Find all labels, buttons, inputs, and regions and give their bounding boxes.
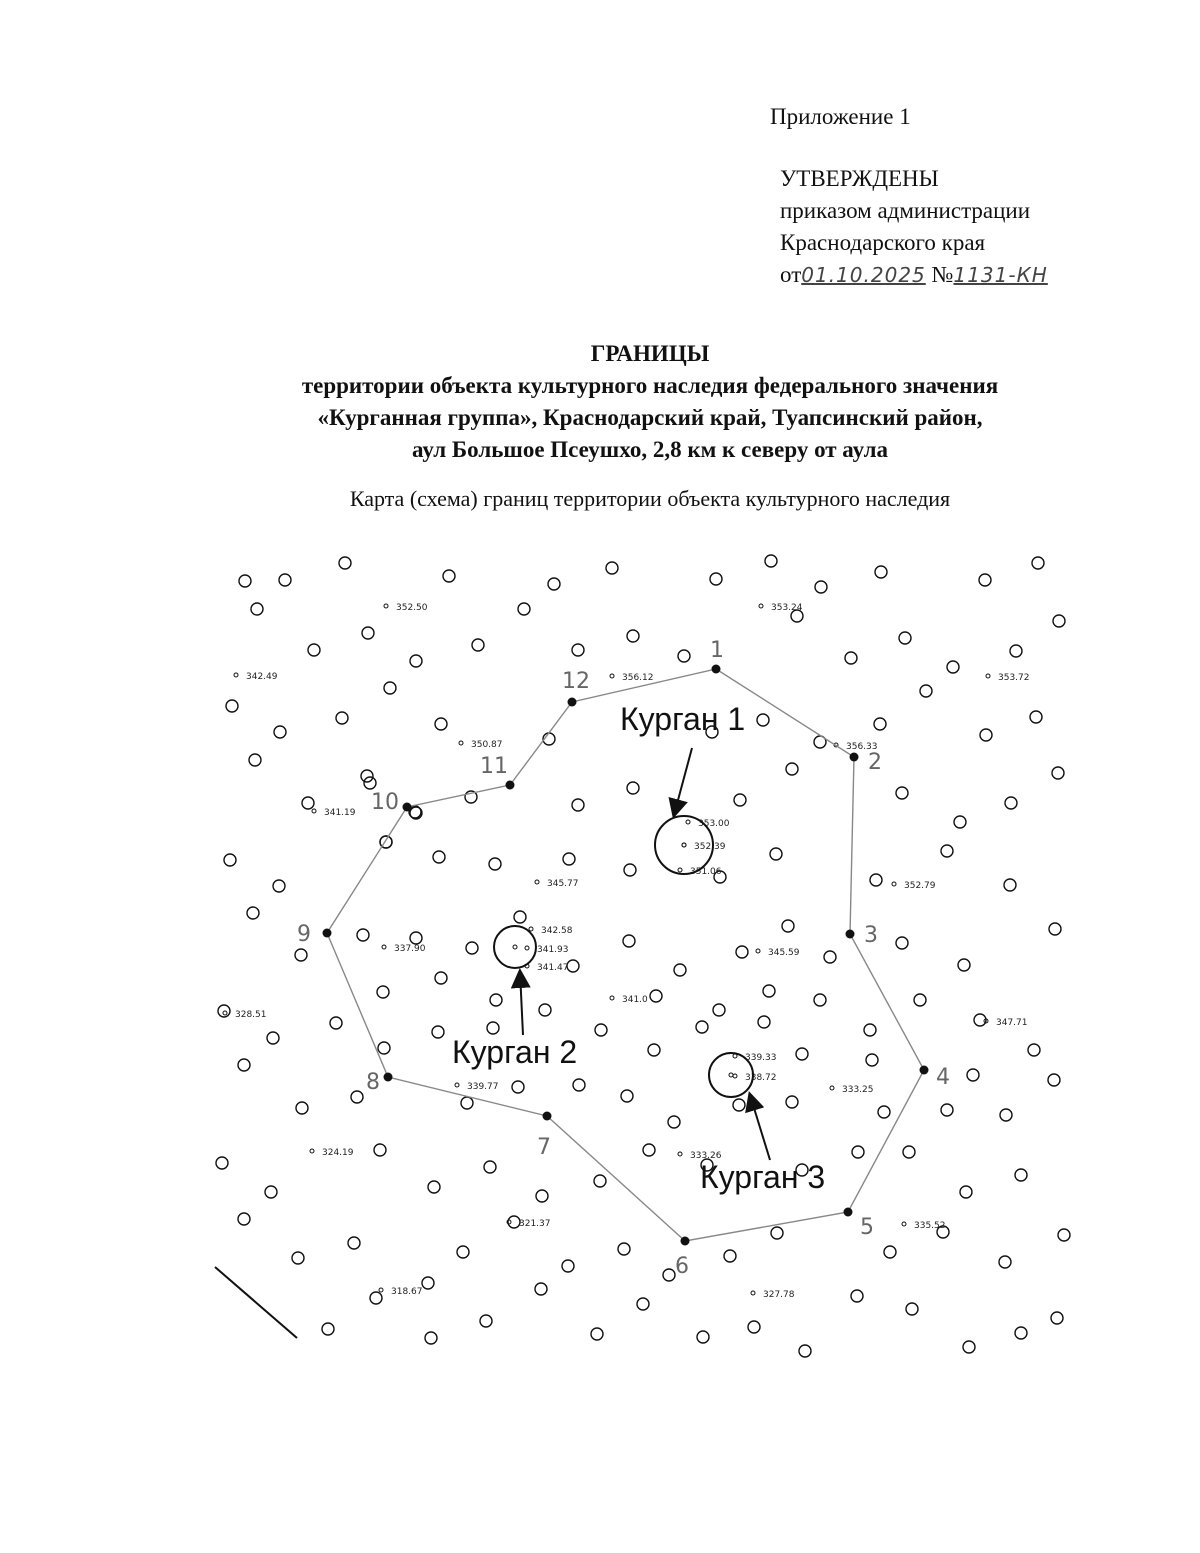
survey-marker (941, 845, 953, 857)
boundary-vertex (403, 803, 412, 812)
boundary-vertex-number: 1 (710, 638, 724, 663)
boundary-vertex-number: 12 (562, 669, 590, 694)
survey-marker (914, 994, 926, 1006)
elevation-label: 318.67 (391, 1287, 423, 1297)
survey-marker (668, 1116, 680, 1128)
survey-marker (824, 951, 836, 963)
elevation-label: 352.39 (694, 842, 726, 852)
elevation-label: 352.79 (904, 881, 936, 891)
survey-marker (980, 729, 992, 741)
elevation-point (312, 809, 316, 813)
survey-marker (339, 557, 351, 569)
survey-marker (239, 575, 251, 587)
elevation-label: 338.72 (745, 1073, 777, 1083)
survey-marker (770, 848, 782, 860)
survey-marker (947, 661, 959, 673)
survey-marker (336, 712, 348, 724)
elevation-point (678, 1152, 682, 1156)
survey-marker (1051, 1312, 1063, 1324)
survey-marker (1015, 1169, 1027, 1181)
elevation-label: 341.47 (537, 963, 569, 973)
survey-marker (425, 1332, 437, 1344)
title-line-2: «Курганная группа», Краснодарский край, Туапсинский район, (317, 405, 983, 430)
kurgan-2-arrow (520, 972, 523, 1035)
kurgan-3-label: Курган 3 (700, 1159, 826, 1195)
boundary-vertex-number: 4 (936, 1065, 950, 1090)
boundary-vertex (844, 1208, 853, 1217)
survey-marker (361, 770, 373, 782)
survey-marker (308, 644, 320, 656)
survey-marker (782, 920, 794, 932)
survey-marker (378, 1042, 390, 1054)
survey-marker (650, 990, 662, 1002)
survey-marker (678, 650, 690, 662)
survey-marker (1000, 1109, 1012, 1121)
survey-marker (490, 994, 502, 1006)
survey-marker (884, 1246, 896, 1258)
survey-marker (1030, 711, 1042, 723)
survey-marker (643, 1144, 655, 1156)
survey-marker (512, 1081, 524, 1093)
elevation-point (892, 882, 896, 886)
elevation-point (830, 1086, 834, 1090)
survey-marker (663, 1269, 675, 1281)
survey-marker (292, 1252, 304, 1264)
map-edge-line (215, 1267, 297, 1338)
elevation-label: 342.49 (246, 672, 278, 682)
survey-marker (572, 799, 584, 811)
elevation-label: 356.12 (622, 673, 654, 683)
survey-marker (733, 1099, 745, 1111)
number-prefix: № (931, 262, 954, 287)
survey-marker (330, 1017, 342, 1029)
survey-marker (410, 655, 422, 667)
elevation-label: 327.78 (763, 1290, 795, 1300)
elevation-point (455, 1083, 459, 1087)
survey-marker (472, 639, 484, 651)
survey-marker (357, 929, 369, 941)
elevation-label: 341.19 (324, 808, 356, 818)
survey-marker (899, 632, 911, 644)
survey-marker (249, 754, 261, 766)
survey-marker (548, 578, 560, 590)
order-date: 01.10.2025 (801, 263, 926, 287)
survey-marker (734, 794, 746, 806)
survey-marker (238, 1213, 250, 1225)
survey-marker (1004, 879, 1016, 891)
survey-marker (466, 942, 478, 954)
elevation-point (610, 674, 614, 678)
approved-label: УТВЕРЖДЕНЫ (780, 166, 939, 191)
boundary-vertex-number: 11 (480, 754, 508, 779)
survey-marker (226, 700, 238, 712)
survey-marker (999, 1256, 1011, 1268)
boundary-vertex (681, 1237, 690, 1246)
survey-marker (815, 581, 827, 593)
survey-marker (627, 782, 639, 794)
survey-marker (864, 1024, 876, 1036)
boundary-vertex-number: 3 (864, 923, 878, 948)
survey-marker (870, 874, 882, 886)
survey-marker (410, 932, 422, 944)
elevation-point (234, 673, 238, 677)
kurgan-2-mound (494, 926, 536, 968)
survey-marker (903, 1146, 915, 1158)
survey-marker (1028, 1044, 1040, 1056)
boundary-vertex (920, 1066, 929, 1075)
survey-marker (1048, 1074, 1060, 1086)
survey-marker (1049, 923, 1061, 935)
survey-marker (364, 777, 376, 789)
survey-marker (274, 726, 286, 738)
survey-marker (763, 985, 775, 997)
title-line-1: территории объекта культурного наследия федерального значения (301, 373, 999, 398)
survey-marker (273, 880, 285, 892)
survey-marker (384, 682, 396, 694)
elevation-point (759, 604, 763, 608)
boundary-vertex-number: 6 (675, 1254, 689, 1279)
elevation-label: 353.72 (998, 673, 1030, 683)
elevation-label: 341.93 (537, 945, 569, 955)
survey-marker (428, 1181, 440, 1193)
survey-marker (433, 851, 445, 863)
boundary-vertex-number: 10 (371, 790, 399, 815)
by-order-label: приказом администрации (780, 198, 1031, 223)
boundary-vertex-number: 2 (868, 750, 882, 775)
survey-marker (713, 1004, 725, 1016)
appendix-label: Приложение 1 (770, 104, 911, 129)
survey-marker (786, 1096, 798, 1108)
map-caption: Карта (схема) границ территории объекта культурного наследия (349, 486, 951, 511)
survey-marker (296, 1102, 308, 1114)
survey-marker (374, 1144, 386, 1156)
survey-marker (487, 1022, 499, 1034)
region-label: Краснодарского края (780, 230, 986, 255)
survey-marker (377, 986, 389, 998)
survey-marker (697, 1331, 709, 1343)
elevation-point (902, 1222, 906, 1226)
elevation-point (525, 946, 529, 950)
elevation-label: 328.51 (235, 1010, 267, 1020)
survey-marker (267, 1032, 279, 1044)
survey-marker (878, 1106, 890, 1118)
survey-marker (216, 1157, 228, 1169)
survey-marker (484, 1161, 496, 1173)
boundary-vertex-number: 5 (860, 1215, 874, 1240)
survey-marker (1005, 797, 1017, 809)
elevation-point (610, 996, 614, 1000)
survey-marker (866, 1054, 878, 1066)
elevation-label: 353.00 (698, 819, 730, 829)
elevation-label: 337.90 (394, 944, 426, 954)
survey-marker (757, 714, 769, 726)
boundary-vertex-number: 7 (537, 1135, 551, 1160)
boundary-vertex (543, 1112, 552, 1121)
survey-marker (954, 816, 966, 828)
survey-marker (573, 1079, 585, 1091)
survey-marker (594, 1175, 606, 1187)
from-prefix: от (780, 262, 802, 287)
elevation-point (379, 1288, 383, 1292)
survey-marker (920, 685, 932, 697)
survey-marker (979, 574, 991, 586)
elevation-point (686, 820, 690, 824)
boundary-vertex (384, 1073, 393, 1082)
boundary-vertex-number: 8 (366, 1070, 380, 1095)
survey-marker (591, 1328, 603, 1340)
survey-marker (748, 1321, 760, 1333)
survey-marker (265, 1186, 277, 1198)
boundary-vertex (712, 665, 721, 674)
survey-marker (724, 1250, 736, 1262)
survey-marker (696, 1021, 708, 1033)
elevation-label: 341.0 (622, 995, 648, 1005)
elevation-label: 356.33 (846, 742, 878, 752)
elevation-label: 345.77 (547, 879, 579, 889)
elevation-label: 324.19 (322, 1148, 354, 1158)
survey-marker (539, 1004, 551, 1016)
survey-marker (238, 1059, 250, 1071)
title-line-3: аул Большое Псеушхо, 2,8 км к северу от аула (412, 437, 888, 462)
survey-marker (941, 1104, 953, 1116)
survey-marker (302, 797, 314, 809)
survey-marker (1010, 645, 1022, 657)
survey-marker (422, 1277, 434, 1289)
survey-marker (295, 949, 307, 961)
elevation-point (223, 1011, 227, 1015)
survey-marker (814, 994, 826, 1006)
survey-marker (432, 1026, 444, 1038)
elevation-label: 353.24 (771, 603, 803, 613)
survey-marker (567, 960, 579, 972)
elevation-label: 342.58 (541, 926, 573, 936)
survey-marker (595, 1024, 607, 1036)
elevation-point (384, 604, 388, 608)
survey-marker (457, 1246, 469, 1258)
boundary-vertex (323, 929, 332, 938)
elevation-label: 345.59 (768, 948, 800, 958)
survey-marker (562, 1260, 574, 1272)
territory-boundary (327, 669, 924, 1241)
survey-marker (435, 718, 447, 730)
survey-marker (518, 603, 530, 615)
survey-marker (606, 562, 618, 574)
survey-marker (896, 937, 908, 949)
survey-marker (247, 907, 259, 919)
survey-marker (480, 1315, 492, 1327)
survey-marker (874, 718, 886, 730)
kurgan-1-label: Курган 1 (620, 701, 746, 737)
survey-marker (443, 570, 455, 582)
survey-marker (322, 1323, 334, 1335)
survey-marker (489, 858, 501, 870)
survey-marker (845, 652, 857, 664)
survey-marker (796, 1048, 808, 1060)
survey-marker (535, 1283, 547, 1295)
elevation-label: 335.52 (914, 1221, 946, 1231)
order-number: 1131-КН (953, 263, 1048, 287)
survey-marker (435, 972, 447, 984)
elevation-point (733, 1074, 737, 1078)
survey-marker (960, 1186, 972, 1198)
survey-marker (563, 853, 575, 865)
kurgan-2-label: Курган 2 (452, 1034, 578, 1070)
survey-marker (224, 854, 236, 866)
survey-marker (1053, 615, 1065, 627)
survey-marker (362, 627, 374, 639)
survey-marker (852, 1146, 864, 1158)
survey-marker (771, 1227, 783, 1239)
survey-marker (786, 763, 798, 775)
boundary-vertex-number: 9 (297, 922, 311, 947)
boundary-vertex (568, 698, 577, 707)
elevation-point (751, 1291, 755, 1295)
elevation-label: 339.33 (745, 1053, 777, 1063)
kurgan-1-arrow (674, 748, 692, 815)
survey-marker (572, 644, 584, 656)
elevation-point (756, 949, 760, 953)
elevation-point (986, 674, 990, 678)
elevation-point (459, 741, 463, 745)
survey-marker (1032, 557, 1044, 569)
elevation-label: 333.25 (842, 1085, 874, 1095)
survey-marker (1015, 1327, 1027, 1339)
survey-marker (1052, 767, 1064, 779)
survey-marker (710, 573, 722, 585)
survey-marker (637, 1298, 649, 1310)
boundary-vertex (506, 781, 515, 790)
survey-marker (461, 1097, 473, 1109)
survey-marker (799, 1345, 811, 1357)
survey-marker (279, 574, 291, 586)
elevation-label: 352.50 (396, 603, 428, 613)
boundary-vertex (850, 753, 859, 762)
elevation-label: 321.37 (519, 1219, 551, 1229)
elevation-point (310, 1149, 314, 1153)
survey-marker (618, 1243, 630, 1255)
survey-marker (621, 1090, 633, 1102)
survey-marker (875, 566, 887, 578)
kurgan-3-arrow (750, 1095, 770, 1160)
boundary-vertex (846, 930, 855, 939)
survey-marker (648, 1044, 660, 1056)
elevation-label: 351.06 (690, 867, 722, 877)
survey-marker (963, 1341, 975, 1353)
survey-marker (896, 787, 908, 799)
survey-marker (536, 1190, 548, 1202)
survey-marker (736, 946, 748, 958)
survey-marker (623, 935, 635, 947)
elevation-point (382, 945, 386, 949)
elevation-point (529, 927, 533, 931)
elevation-label: 347.71 (996, 1018, 1028, 1028)
survey-marker (674, 964, 686, 976)
survey-marker (514, 911, 526, 923)
survey-marker (765, 555, 777, 567)
survey-marker (627, 630, 639, 642)
survey-marker (251, 603, 263, 615)
elevation-label: 350.87 (471, 740, 503, 750)
survey-marker (967, 1069, 979, 1081)
survey-marker (958, 959, 970, 971)
survey-marker (348, 1237, 360, 1249)
survey-marker (351, 1091, 363, 1103)
elevation-label: 333.26 (690, 1151, 722, 1161)
survey-marker (906, 1303, 918, 1315)
survey-marker (758, 1016, 770, 1028)
survey-marker (624, 864, 636, 876)
title-heading: ГРАНИЦЫ (590, 341, 710, 366)
elevation-point (678, 868, 682, 872)
survey-marker (1058, 1229, 1070, 1241)
elevation-point (535, 880, 539, 884)
survey-marker (370, 1292, 382, 1304)
survey-marker (851, 1290, 863, 1302)
elevation-label: 339.77 (467, 1082, 499, 1092)
